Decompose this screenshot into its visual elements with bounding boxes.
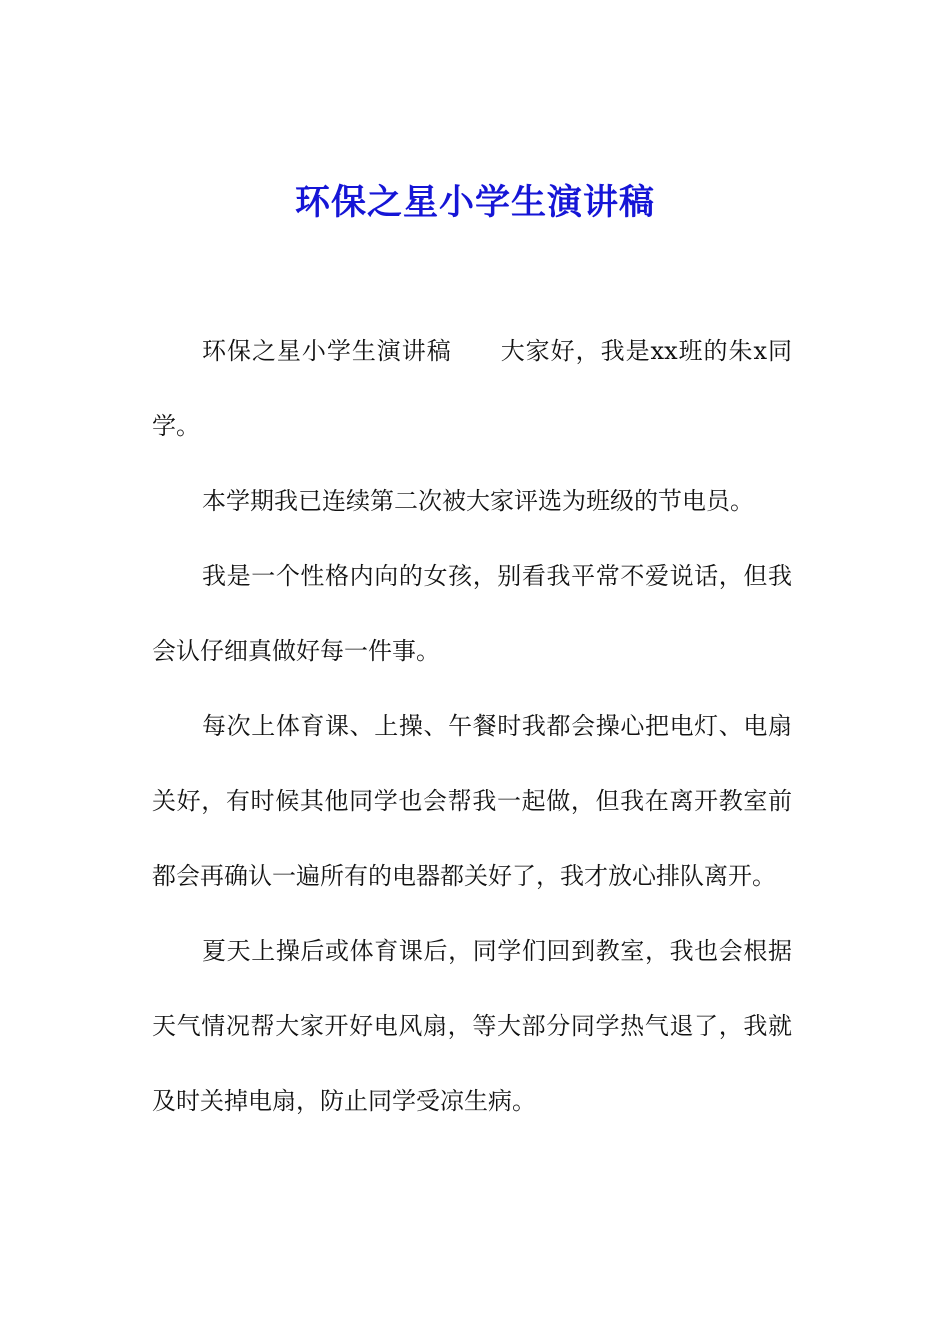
intro-lead: 环保之星小学生演讲稿 <box>202 337 452 365</box>
paragraph-3: 每次上体育课、上操、午餐时我都会操心把电灯、电扇关好，有时候其他同学也会帮我一起做，但我在离开教室前都会再确认一遍所有的电器都关好了，我才放心排队离开。 <box>152 712 792 890</box>
intro-paragraph <box>152 314 792 464</box>
document-title: 环保之星小学生演讲稿 <box>294 182 655 223</box>
document-body <box>152 314 792 1139</box>
paragraph-4: 夏天上操后或体育课后，同学们回到教室，我也会根据天气情况帮大家开好电风扇，等大部分同学热气退了，我就及时关掉电扇，防止同学受凉生病。 <box>152 937 792 1115</box>
paragraph-2: 我是一个性格内向的女孩，别看我平常不爱说话，但我会认仔细真做好每一件事。 <box>152 562 792 665</box>
paragraph-1: 本学期我已连续第二次被大家评选为班级的节电员。 <box>202 487 754 515</box>
intro-greeting: 大家好，我是xx班的朱x同学。 <box>152 337 793 440</box>
